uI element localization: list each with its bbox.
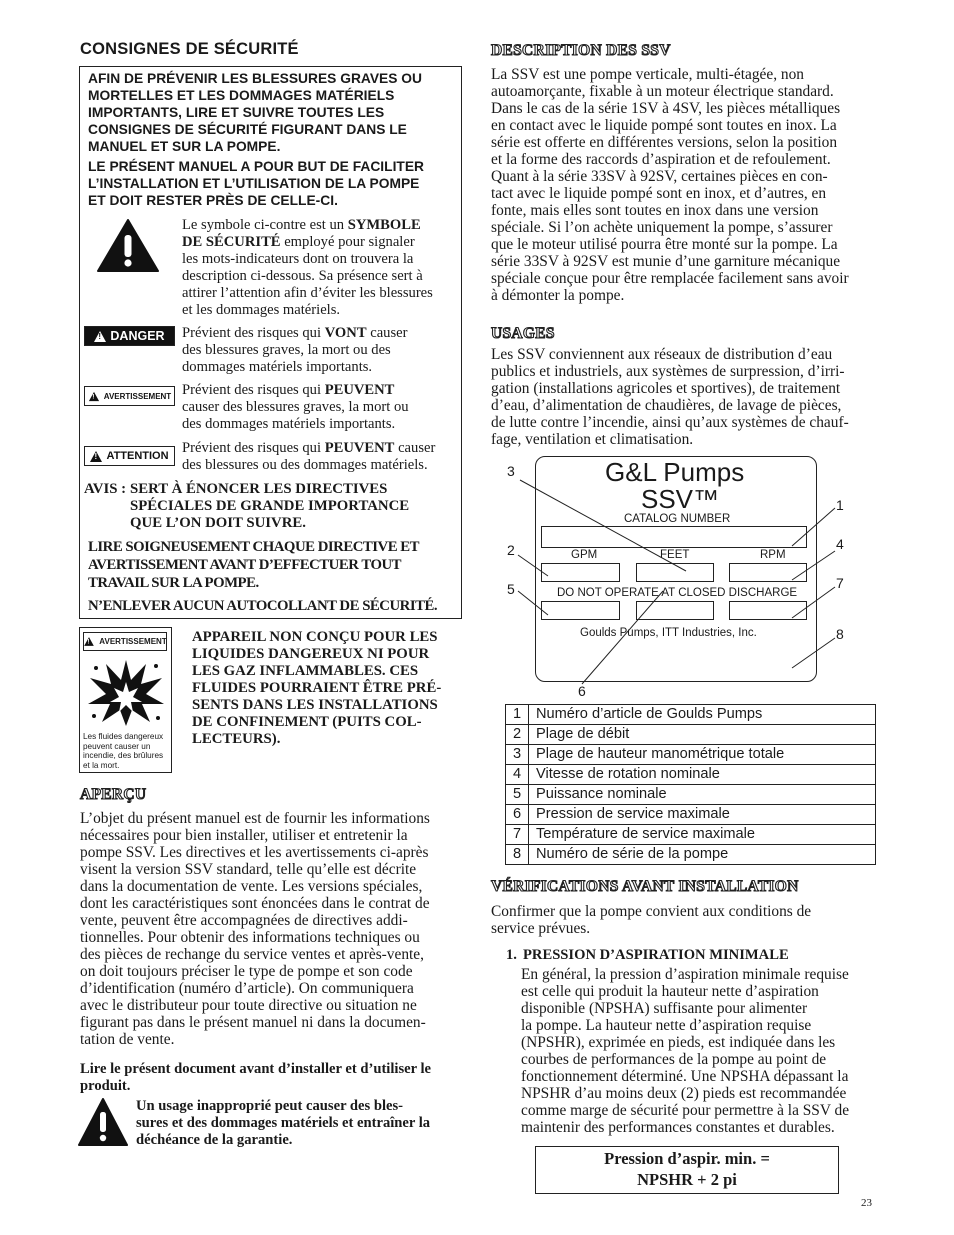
callout-8: 8 [836,626,844,642]
table-cell: 5 [506,785,529,805]
text-line: L’INSTALLATION ET L’UTILISATION DE LA POMPE [88,176,420,191]
verifications-intro: Confirmer que la pompe convient aux conditions de service prévues. [491,903,812,937]
callout-7: 7 [836,575,844,591]
table-cell: 4 [506,765,529,785]
attention-signal-label: ! ATTENTION [84,446,175,466]
nameplate-feet-label: FEET [660,549,690,561]
text-line: MORTELLES ET LES DOMMAGES MATÉRIELS [88,88,395,103]
table-row [506,785,876,805]
item-1-title: PRESSION D’ASPIRATION MINIMALE [523,947,789,963]
alert-triangle-icon [84,637,94,646]
alert-triangle-icon [94,331,106,342]
lire-document-note: Lire le présent document avant d’installer et d’utiliser le produit. [80,1061,432,1094]
safety-warning-caps-1 [88,70,422,155]
table-cell: Numéro de série de la pompe [529,845,876,865]
nameplate-model: SSV™ [641,484,720,514]
nameplate-warning-label: DO NOT OPERATE AT CLOSED DISCHARGE [557,587,798,599]
safety-alert-icon [96,218,160,273]
table-cell: 8 [506,845,529,865]
item-1-number: 1. [506,947,517,963]
table-cell: 1 [506,705,529,725]
table-cell: Numéro d’article de Goulds Pumps [529,705,876,725]
nameplate-legend-table [505,704,876,865]
item-1-paragraph: En général, la pression d’aspiration minimale requise est celle qui produit la hauteur nette d’aspiration disponible (NPSHA) suffisante pour alimenter la pompe. La hauteur nette d’aspiration requise (NPSHR), exprimée en pieds, est indiquée dans les courbes de performances de la pompe au point de fonctionnement déterminé. Une NPSHA dépassant la NPSHR d’au moins deux (2) pieds est recommandée comme marge de sécurité pour permettre à la SSV de maintenir des performances constantes et durables. [521,966,850,1136]
callout-3: 3 [507,463,515,479]
table-row [506,825,876,845]
explosion-caption: Les fluides dangereux peuvent causer un incendie, des brûlures et la mort. [83,732,164,770]
nameplate-brand: G&L Pumps [605,457,745,487]
text-line: AFIN DE PRÉVENIR LES BLESSURES GRAVES OU [88,71,422,86]
table-cell: 7 [506,825,529,845]
table-cell: Plage de hauteur manométrique totale [529,745,876,765]
table-row [506,845,876,865]
safety-warning-caps-2 [88,158,424,209]
text-line: ET DOIT RESTER PRÈS DE CELLE-CI. [88,193,338,208]
usage-inapproprie-warning: Un usage inapproprié peut causer des bles- sures et des dommages matériels et entraîner la déchéance de la garantie. [136,1098,431,1148]
callout-2: 2 [507,542,515,558]
text-line: MANUEL ET SUR LA POMPE. [88,139,281,154]
formula-text: Pression d’aspir. min. = NPSHR + 2 pi [604,1149,770,1189]
table-cell: 2 [506,725,529,745]
description-paragraph: La SSV est une pompe verticale, multi-étagée, non autoamorçante, fixable à un moteur électrique standard. Dans le cas de la série 1SV à 4SV, les pièces métalliques en contact avec le liquide pompé sont toutes en inox. La série est offerte en différentes versions, selon la position et la forme des raccords d’aspiration et de refoulement. Quant à la série 33SV à 92SV, certaines pièces en con- tact avec le liquide pompé sont en inox, et d’autres, en fonte, mais elles sont toutes en inox dans une version spéciale. Si l’on achète uniquement la pompe, s’assurer que le moteur utilisé pourra être monté sur la pompe. La série 33SV à 92SV est munie d’une garniture mécanique spéciale conçue pour être remplacée facilement sans avoir à démonter la pompe. [491,66,849,304]
nameplate-catalog-label: CATALOG NUMBER [624,513,731,525]
usages-paragraph: Les SSV conviennent aux réseaux de distribution d’eau publics et industriels, aux systèmes de surpression, d’irri- gation (installations agricoles et sportives), de traitement d’eau, d’alimentation de chaudières, de lavage de pièces, de lutte contre l’incendie, ainsi qu’aux systèmes de chauf- fage, ventilation et climatisation. [491,346,849,448]
table-cell: Plage de débit [529,725,876,745]
avertissement-description: Prévient des risques qui PEUVENT causer des blessures graves, la mort ou des dommages matériels importants. [182,382,409,432]
table-cell: Puissance nominale [529,785,876,805]
safety-symbol-description: Le symbole ci-contre est un SYMBOLE DE SÉCURITÉ employé pour signaler les mots-indicateurs dont on trouvera la description ci-dessous. Sa présence sert à attirer l’attention afin d’éviter les blessures et les dommages matériels. [182,217,433,318]
callout-6: 6 [578,683,586,699]
table-row [506,705,876,725]
nameplate-maker: Goulds Pumps, ITT Industries, Inc. [580,627,757,639]
page-number: 23 [861,1197,872,1209]
table-row [506,805,876,825]
danger-signal-label: ! DANGER [84,326,175,346]
explosion-warning-box [79,627,172,773]
avertissement-signal-label: ! AVERTISSEMENT [84,386,175,406]
nameplate-callout-lines [500,457,860,700]
section-heading-verifications: VÉRIFICATIONS AVANT INSTALLATION [491,878,799,895]
explosion-icon [86,656,166,728]
section-heading-apercu: APERÇU [80,786,147,803]
table-cell: Température de service maximale [529,825,876,845]
section-heading-description: DESCRIPTION DES SSV [491,42,671,59]
text-line: LE PRÉSENT MANUEL A POUR BUT DE FACILITER [88,159,424,174]
safety-alert-icon [77,1097,129,1147]
table-cell: 6 [506,805,529,825]
table-row [506,745,876,765]
appareil-non-concu-warning: APPAREIL NON CONÇU POUR LES LIQUIDES DANGEREUX NI POUR LES GAZ INFLAMMABLES. CES FLUIDES POURRAIENT ÊTRE PRÉ- SENTS DANS LES INSTALLATIONS DE CONFINEMENT (PUITS COL- LECTEURS). [192,629,442,747]
callout-1: 1 [836,497,844,513]
danger-description: Prévient des risques qui VONT causer des blessures graves, la mort ou des dommages matériels importants. [182,325,408,375]
attention-description: Prévient des risques qui PEUVENT causer des blessures ou des dommages matériels. [182,440,436,473]
table-cell: Pression de service maximale [529,805,876,825]
alert-triangle-icon [89,391,99,400]
table-cell: Vitesse de rotation nominale [529,765,876,785]
nameplate-gpm-label: GPM [571,549,598,561]
callout-4: 4 [836,536,844,552]
apercu-paragraph: L’objet du présent manuel est de fournir les informations nécessaires pour bien installer, utiliser et entretenir la pompe SSV. Les directives et les avertissements ci-après visent la version SSV standard, telle qu’elle est décrite dans la documentation de vente. Les versions spéciales, dont les caractéristiques sont énoncées dans le contrat de vente, peuvent être accompagnées de directives addi- tionnelles. Pour obtenir des informations techniques ou des pièces de rechange du service ventes et après-vente, on doit toujours préciser le type de pompe et son code d’identification (numéro d’article). On communiquera avec le distributeur pour toute directive ou situation ne figurant pas dans le présent manuel ni dans la documen- tation de vente. [80,810,430,1048]
table-cell: 3 [506,745,529,765]
alert-triangle-icon [90,451,102,462]
table-row [506,725,876,745]
section-heading-safety: CONSIGNES DE SÉCURITÉ [80,40,299,58]
avertissement-signal-label: ! AVERTISSEMENT [83,632,167,651]
callout-5: 5 [507,581,515,597]
text-line: IMPORTANTS, LIRE ET SUIVRE TOUTES LES [88,105,385,120]
text-line: CONSIGNES DE SÉCURITÉ FIGURANT DANS LE [88,122,407,137]
nenlever-autocollant: N’ENLEVER AUCUN AUTOCOLLANT DE SÉCURITÉ. [88,598,438,614]
lire-soigneusement: LIRE SOIGNEUSEMENT CHAQUE DIRECTIVE ET AVERTISSEMENT AVANT D’EFFECTUER TOUT TRAVAIL SUR LA POMPE. [88,539,420,591]
nameplate-rpm-label: RPM [760,549,786,561]
avis-block: AVIS : SERT À ÉNONCER LES DIRECTIVES SPÉCIALES DE GRANDE IMPORTANCE QUE L’ON DOIT SUIVRE. [84,481,410,531]
table-row [506,765,876,785]
section-heading-usages: USAGES [491,325,555,342]
